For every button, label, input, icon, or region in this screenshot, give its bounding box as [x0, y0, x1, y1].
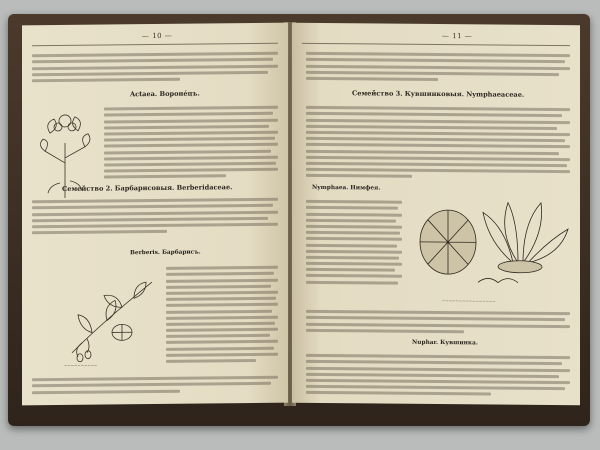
- text-block: [32, 195, 278, 238]
- left-page: [22, 23, 288, 406]
- header-rule: [302, 43, 570, 46]
- text-block: [306, 351, 570, 400]
- nymphaea-illustration: [408, 192, 574, 297]
- text-block: [166, 263, 278, 366]
- right-page-number: — 11 —: [442, 32, 473, 41]
- heading-nuphar: Nuphar. Кувшинка.: [412, 339, 478, 347]
- text-block: [306, 103, 570, 183]
- header-rule: [32, 43, 278, 47]
- heading-nymphaea: Nymphaea. Нимфея.: [312, 184, 381, 192]
- text-block: [32, 373, 278, 397]
- text-block: [104, 103, 278, 182]
- figure-caption: ~~~~~~~~~~: [64, 362, 98, 368]
- text-block: [32, 49, 278, 86]
- right-page: [292, 23, 580, 406]
- heading-actaea: Actaea. Вороне́цъ.: [130, 89, 200, 99]
- left-page-number: — 10 —: [142, 31, 173, 41]
- heading-berberis: Berberis. Барбарисъ.: [130, 249, 201, 257]
- figure-caption: ~~~~~~~~~~~~~~~~: [442, 298, 496, 304]
- text-block: [306, 49, 570, 85]
- text-block: [306, 307, 570, 337]
- heading-nymphaeaceae: Семейство 3. Кувшинковыя. Nymphaeaceae.: [352, 89, 525, 99]
- heading-berberidaceae: Семейство 2. Барбарисовыя. Berberidaceae.: [62, 183, 233, 193]
- text-block: [306, 197, 402, 288]
- berberis-illustration: [62, 262, 162, 363]
